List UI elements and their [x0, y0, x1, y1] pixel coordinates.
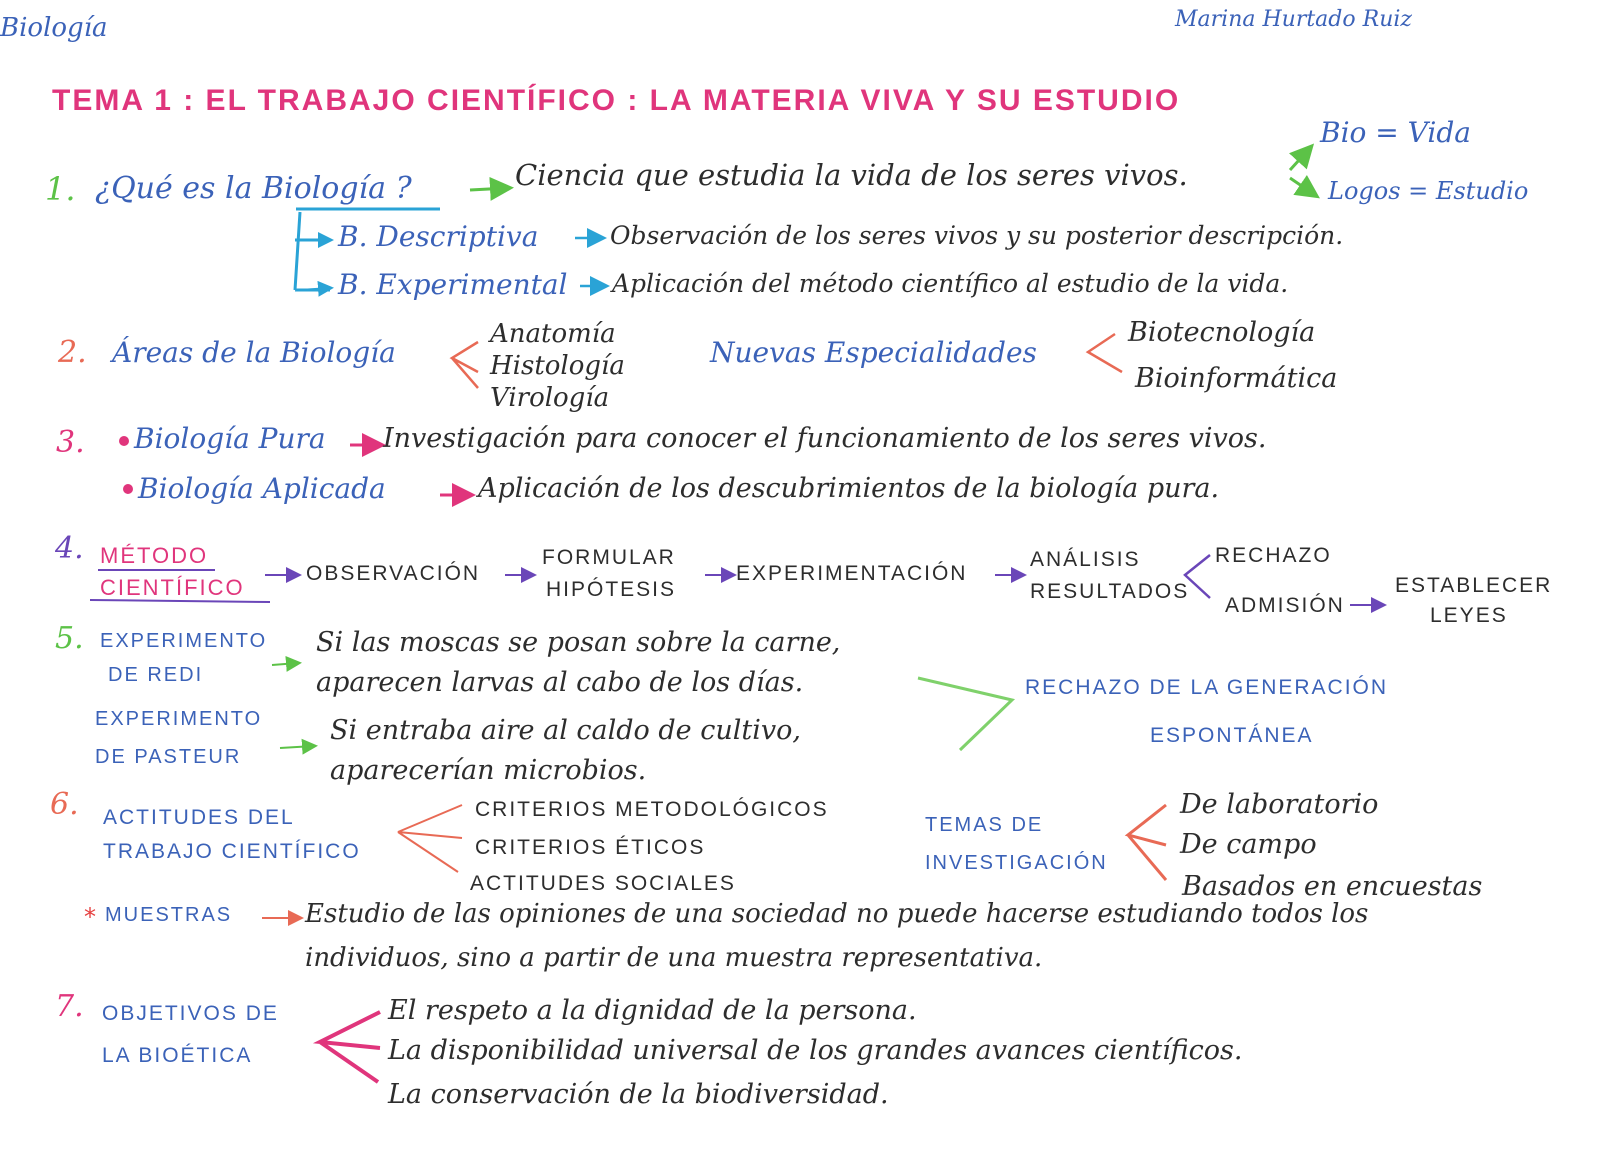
- conclusion-2: ESPONTÁNEA: [1150, 724, 1314, 747]
- step-resultados: RESULTADOS: [1030, 580, 1190, 603]
- s5-number: 5.: [55, 621, 84, 656]
- actitud-eticos: CRITERIOS ÉTICOS: [475, 836, 706, 859]
- final-establecer: ESTABLECER: [1395, 574, 1553, 597]
- s2-number: 2.: [58, 335, 87, 370]
- s6-number: 6.: [50, 787, 79, 822]
- s3-applied-desc: Aplicación de los descubrimientos de la biología pura.: [478, 473, 1220, 504]
- branch-desc-experimental: Aplicación del método científico al estudio de la vida.: [612, 269, 1289, 298]
- s3-applied: Biología Aplicada: [138, 472, 386, 505]
- s4-number: 4.: [55, 531, 84, 566]
- s1-answer: Ciencia que estudia la vida de los seres vivos.: [515, 158, 1188, 192]
- area-anatomia: Anatomía: [490, 319, 616, 349]
- arrows-actitudes: [398, 805, 462, 872]
- page-title: TEMA 1 : EL TRABAJO CIENTÍFICO : LA MATERIA VIVA Y SU ESTUDIO: [52, 84, 1181, 117]
- etymology-bio: Bio = Vida: [1320, 116, 1471, 149]
- temas-label-1: TEMAS DE: [925, 814, 1044, 836]
- s3-pure: Biología Pura: [134, 422, 326, 455]
- pasteur-label-2: DE PASTEUR: [95, 746, 242, 768]
- arrows-bioetica: [320, 1012, 380, 1082]
- author-name: Marina Hurtado Ruiz: [1175, 7, 1412, 32]
- subject-label: Biología: [0, 13, 108, 43]
- s3-number: 3.: [56, 425, 85, 460]
- s4-label-1: MÉTODO: [100, 543, 209, 568]
- bioetica-item-2: La disponibilidad universal de los grandes avances científicos.: [388, 1035, 1243, 1066]
- bioetica-item-3: La conservación de la biodiversidad.: [388, 1079, 889, 1110]
- arrows-temas: [1128, 805, 1166, 880]
- final-leyes: LEYES: [1430, 604, 1508, 627]
- redi-label-2: DE REDI: [108, 664, 204, 686]
- s7-number: 7.: [55, 989, 84, 1024]
- s7-label-2: LA BIOÉTICA: [102, 1044, 253, 1067]
- etymology-logos: Logos = Estudio: [1328, 177, 1529, 205]
- arrows-areas: [452, 342, 478, 388]
- muestras-marker: *: [84, 903, 96, 931]
- bioetica-item-1: El respeto a la dignidad de la persona.: [388, 995, 917, 1026]
- arrow-s1-logos: [1290, 178, 1315, 195]
- redi-text-2: aparecen larvas al cabo de los días.: [316, 667, 804, 698]
- s2-new-label: Nuevas Especialidades: [710, 336, 1037, 369]
- s7-label-1: OBJETIVOS DE: [102, 1002, 279, 1025]
- step-formular: FORMULAR: [542, 546, 676, 569]
- s1-number: 1.: [45, 170, 76, 208]
- brace-s5: [918, 678, 1012, 750]
- actitud-metodologicos: CRITERIOS METODOLÓGICOS: [475, 798, 829, 821]
- s6-label-1: ACTITUDES DEL: [103, 806, 295, 829]
- arrow-s1-answer: [470, 188, 508, 190]
- conclusion-1: RECHAZO DE LA GENERACIÓN: [1025, 676, 1389, 699]
- branch-name-experimental: B. Experimental: [338, 268, 568, 301]
- branch-bracket: [295, 212, 330, 290]
- arrow-s1-bio: [1290, 148, 1310, 170]
- s6-label-2: TRABAJO CIENTÍFICO: [103, 840, 361, 863]
- step-hipotesis: HIPÓTESIS: [546, 578, 677, 601]
- outcome-rechazo: RECHAZO: [1215, 544, 1332, 567]
- temas-label-2: INVESTIGACIÓN: [925, 852, 1108, 874]
- tema-campo: De campo: [1180, 829, 1317, 860]
- s1-question: ¿Qué es la Biología ?: [95, 171, 412, 206]
- pasteur-text-1: Si entraba aire al caldo de cultivo,: [330, 715, 801, 746]
- step-analisis: ANÁLISIS: [1030, 548, 1141, 571]
- muestras-text-2: individuos, sino a partir de una muestra representativa.: [305, 943, 1043, 973]
- underline-metodo-2: [90, 600, 270, 602]
- s2-label: Áreas de la Biología: [112, 336, 396, 369]
- muestras-label: MUESTRAS: [105, 904, 233, 926]
- step-observacion: OBSERVACIÓN: [306, 562, 481, 585]
- redi-text-1: Si las moscas se posan sobre la carne,: [316, 627, 841, 658]
- new-bioinformatica: Bioinformática: [1135, 363, 1338, 394]
- redi-label-1: EXPERIMENTO: [100, 630, 268, 652]
- actitud-sociales: ACTITUDES SOCIALES: [470, 872, 736, 895]
- step-experimentacion: EXPERIMENTACIÓN: [736, 562, 968, 585]
- new-biotecnologia: Biotecnología: [1128, 317, 1316, 348]
- area-histologia: Histología: [490, 351, 625, 381]
- s3-pure-desc: Investigación para conocer el funcionamiento de los seres vivos.: [383, 423, 1267, 454]
- muestras-text-1: Estudio de las opiniones de una sociedad no puede hacerse estudiando todos los: [305, 899, 1369, 929]
- pasteur-text-2: aparecerían microbios.: [330, 755, 647, 786]
- pasteur-label-1: EXPERIMENTO: [95, 708, 263, 730]
- s4-label-2: CIENTÍFICO: [100, 575, 245, 600]
- branch-desc-descriptiva: Observación de los seres vivos y su posterior descripción.: [610, 221, 1344, 250]
- tema-encuestas: Basados en encuestas: [1182, 871, 1483, 902]
- tema-laboratorio: De laboratorio: [1180, 789, 1379, 820]
- outcome-admision: ADMISIÓN: [1225, 594, 1345, 617]
- arrows-nuevas: [1088, 334, 1122, 372]
- area-virologia: Virología: [490, 383, 610, 413]
- branch-name-descriptiva: B. Descriptiva: [338, 220, 539, 253]
